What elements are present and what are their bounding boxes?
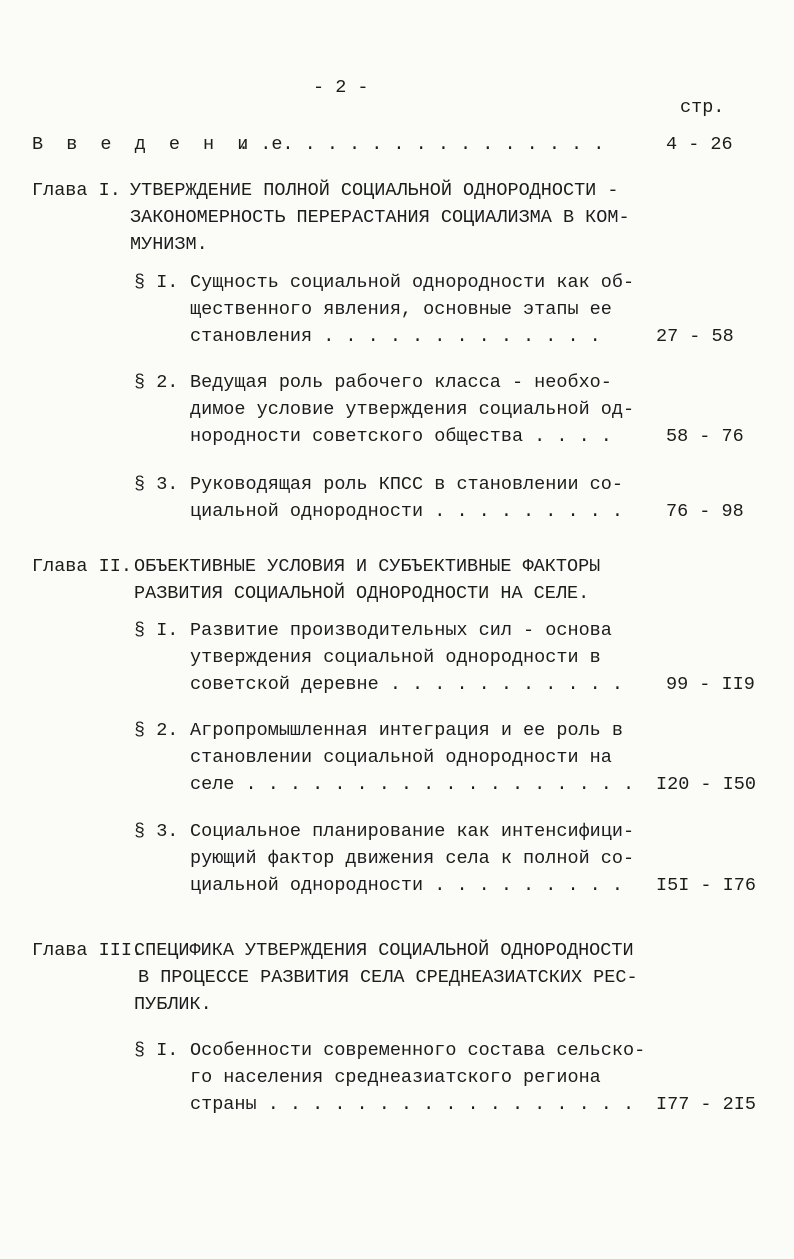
pages-column-header: стр. [680, 97, 725, 118]
chapter-3-title-line-1: СПЕЦИФИКА УТВЕРЖДЕНИЯ СОЦИАЛЬНОЙ ОДНОРОДНОСТИ [134, 940, 634, 961]
intro-dots: . . . . . . . . . . . . . . . . . [238, 134, 605, 155]
ch1-sec1-mark: § I. [134, 272, 179, 293]
chapter-1-title-line-1: УТВЕРЖДЕНИЕ ПОЛНОЙ СОЦИАЛЬНОЙ ОДНОРОДНОСТИ - [130, 180, 619, 201]
ch1-sec3-line-2: циальной однородности . . . . . . . . . [190, 501, 623, 522]
ch2-sec1-pages: 99 - II9 [666, 674, 755, 695]
ch3-sec1-pages: I77 - 2I5 [656, 1094, 756, 1115]
ch1-sec1-line-2: щественного явления, основные этапы ее [190, 299, 612, 320]
ch2-sec3-line-1: Социальное планирование как интенсифици- [190, 821, 635, 842]
chapter-3-title-line-2: В ПРОЦЕССЕ РАЗВИТИЯ СЕЛА СРЕДНЕАЗИАТСКИХ РЕС- [138, 967, 638, 988]
ch2-sec1-mark: § I. [134, 620, 179, 641]
ch2-sec3-mark: § 3. [134, 821, 179, 842]
page-number: - 2 - [313, 77, 369, 98]
chapter-3-title-line-3: ПУБЛИК. [134, 994, 212, 1015]
ch1-sec2-line-2: димое условие утверждения социальной од- [190, 399, 635, 420]
ch1-sec3-line-1: Руководящая роль КПСС в становлении со- [190, 474, 623, 495]
ch2-sec1-line-2: утверждения социальной однородности в [190, 647, 601, 668]
intro-label: В в е д е н и е [32, 134, 289, 155]
chapter-1-title-line-3: МУНИЗМ. [130, 234, 208, 255]
ch1-sec1-line-1: Сущность социальной однородности как об- [190, 272, 635, 293]
chapter-1-title-line-2: ЗАКОНОМЕРНОСТЬ ПЕРЕРАСТАНИЯ СОЦИАЛИЗМА В КОМ- [130, 207, 630, 228]
ch2-sec1-line-3: советской деревне . . . . . . . . . . . [190, 674, 623, 695]
chapter-2-title-line-1: ОБЪЕКТИВНЫЕ УСЛОВИЯ И СУБЪЕКТИВНЫЕ ФАКТОРЫ [134, 556, 601, 577]
ch1-sec3-mark: § 3. [134, 474, 179, 495]
ch1-sec1-line-3: становления . . . . . . . . . . . . . [190, 326, 601, 347]
chapter-2-title-line-2: РАЗВИТИЯ СОЦИАЛЬНОЙ ОДНОРОДНОСТИ НА СЕЛЕ. [134, 583, 590, 604]
ch1-sec3-pages: 76 - 98 [666, 501, 744, 522]
chapter-3-label: Глава III. [32, 940, 144, 961]
ch2-sec1-line-1: Развитие производительных сил - основа [190, 620, 612, 641]
ch3-sec1-line-2: го населения среднеазиатского региона [190, 1067, 601, 1088]
ch2-sec3-pages: I5I - I76 [656, 875, 756, 896]
ch2-sec2-line-2: становлении социальной однородности на [190, 747, 612, 768]
ch3-sec1-line-3: страны . . . . . . . . . . . . . . . . . [190, 1094, 635, 1115]
ch2-sec2-line-3: селе . . . . . . . . . . . . . . . . . . [190, 774, 635, 795]
chapter-1-label: Глава I. [32, 180, 121, 201]
ch2-sec3-line-2: рующий фактор движения села к полной со- [190, 848, 635, 869]
ch3-sec1-line-1: Особенности современного состава сельско- [190, 1040, 646, 1061]
intro-pages: 4 - 26 [666, 134, 733, 155]
ch1-sec2-pages: 58 - 76 [666, 426, 744, 447]
ch2-sec3-line-3: циальной однородности . . . . . . . . . [190, 875, 623, 896]
ch2-sec2-mark: § 2. [134, 720, 179, 741]
ch1-sec2-line-1: Ведущая роль рабочего класса - необхо- [190, 372, 612, 393]
chapter-2-label: Глава II. [32, 556, 132, 577]
ch1-sec2-mark: § 2. [134, 372, 179, 393]
ch2-sec2-line-1: Агропромышленная интеграция и ее роль в [190, 720, 623, 741]
ch1-sec2-line-3: нородности советского общества . . . . [190, 426, 612, 447]
ch3-sec1-mark: § I. [134, 1040, 179, 1061]
ch2-sec2-pages: I20 - I50 [656, 774, 756, 795]
ch1-sec1-pages: 27 - 58 [656, 326, 734, 347]
